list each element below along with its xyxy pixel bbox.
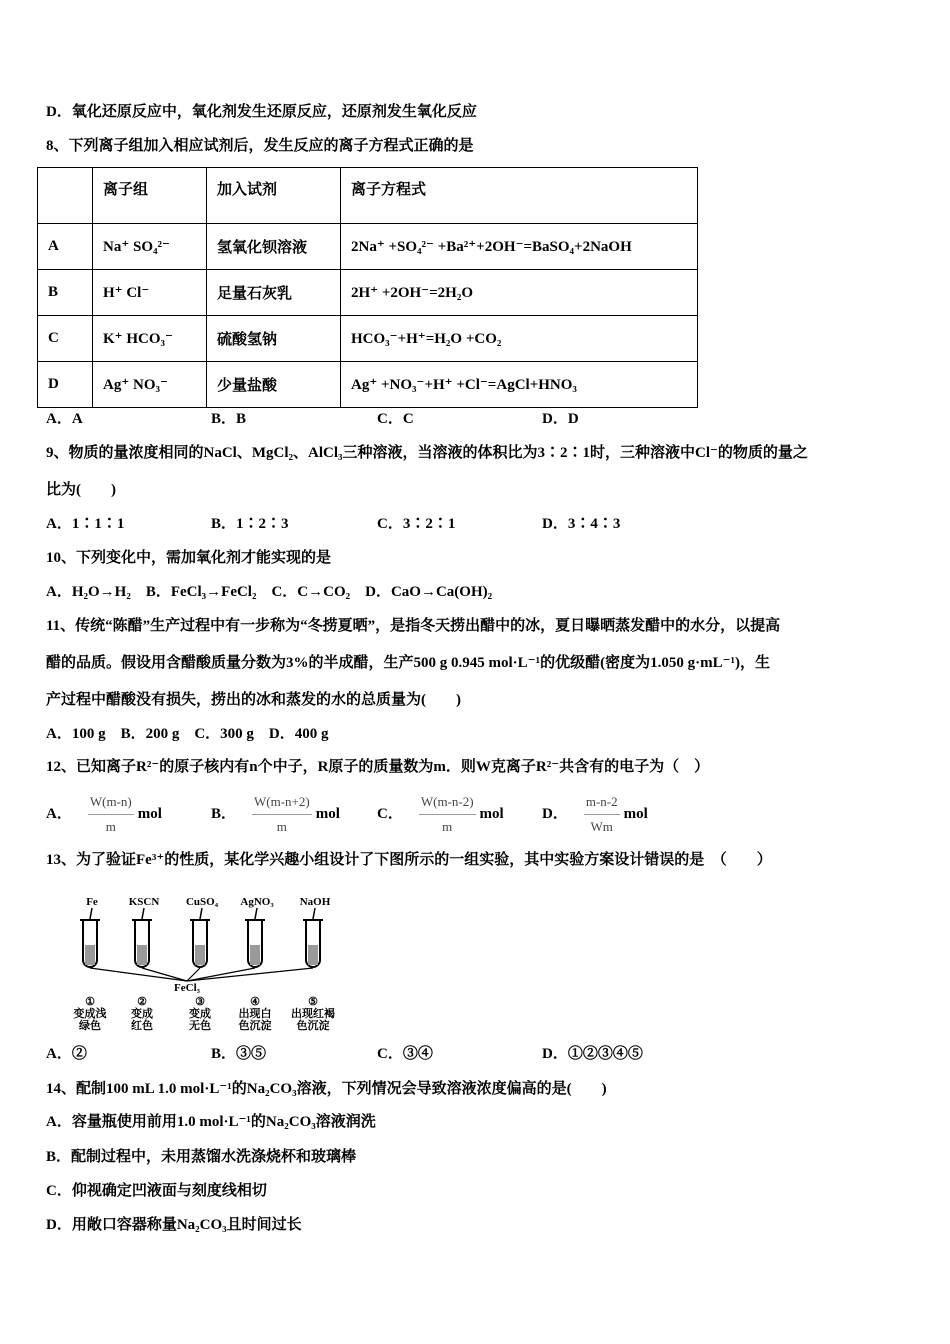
ions-cell: Na⁺ SO₄²⁻ xyxy=(93,224,207,270)
result-line1: 变成 xyxy=(131,1008,153,1020)
ions-cell: K⁺ HCO₃⁻ xyxy=(93,316,207,362)
q13-stem: 13、为了验证Fe³⁺的性质，某化学兴趣小组设计了下图所示的一组实验，其中实验方案设计错误的是 （ ） xyxy=(46,852,772,868)
table-row xyxy=(38,270,698,316)
unit: mol xyxy=(137,805,162,822)
equation-cell: HCO₃⁻+H⁺=H₂O +CO₂ xyxy=(341,316,698,362)
arrow-icon xyxy=(142,908,144,919)
q11-stem-line1: 11、传统“陈醋”生产过程中有一步称为“冬捞夏晒”，是指冬天捞出醋中的冰，夏日曝晒蒸发醋中的水分，以提高 xyxy=(46,618,781,634)
step-number: ① xyxy=(85,996,95,1008)
reagent-cell: 少量盐酸 xyxy=(207,362,341,408)
q11-stem-line3: 产过程中醋酸没有损失，捞出的冰和蒸发的水的总质量为( ) xyxy=(46,692,461,708)
reagent-label: CuSO₄ xyxy=(185,896,219,908)
unit: mol xyxy=(479,805,504,822)
solution-fill xyxy=(85,945,95,965)
q10-stem: 10、下列变化中，需加氧化剂才能实现的是 xyxy=(46,550,332,566)
arrow-icon xyxy=(255,908,257,919)
table-row xyxy=(38,316,698,362)
result-line1: 出现白 xyxy=(238,1008,272,1020)
result-line1: 出现红褐 xyxy=(291,1008,335,1020)
q9-option-c: C．3∶2∶1 xyxy=(377,516,456,532)
arrow-icon xyxy=(313,908,315,919)
q12-option-a xyxy=(46,792,162,837)
unit: mol xyxy=(315,805,340,822)
arrow-icon xyxy=(200,908,202,919)
header-cell: 加入试剂 xyxy=(207,168,341,224)
result-line2: 无色 xyxy=(189,1020,211,1032)
numerator: W(m-n+2) xyxy=(252,792,312,815)
ions-cell: H⁺ Cl⁻ xyxy=(93,270,207,316)
q14-option-c: C．仰视确定凹液面与刻度线相切 xyxy=(46,1183,267,1199)
fraction xyxy=(419,792,476,837)
q9-option-b: B．1∶2∶3 xyxy=(211,516,289,532)
option-label: B． xyxy=(211,805,237,822)
solution-fill xyxy=(250,945,260,965)
q11-stem-line2: 醋的品质。假设用含醋酸质量分数为3%的半成醋，生产500 g 0.945 mol·L⁻¹的优级醋(密度为1.050 g·mL⁻¹)，生 xyxy=(46,655,770,671)
ions-cell: Ag⁺ NO₃⁻ xyxy=(93,362,207,408)
equation-cell: 2H⁺ +2OH⁻=2H₂O xyxy=(341,270,698,316)
fraction xyxy=(252,792,312,837)
result-line2: 色沉淀 xyxy=(296,1020,330,1032)
q9-stem-line2: 比为( ) xyxy=(46,482,116,498)
connector-line xyxy=(90,968,187,981)
q13-option-a: A．② xyxy=(46,1046,87,1062)
step-number: ④ xyxy=(250,996,260,1008)
arrow-icon xyxy=(90,908,92,919)
reagent-cell: 足量石灰乳 xyxy=(207,270,341,316)
reagent-cell: 氢氧化钡溶液 xyxy=(207,224,341,270)
fraction xyxy=(88,792,134,837)
equation-cell: Ag⁺ +NO₃⁻+H⁺ +Cl⁻=AgCl+HNO₃ xyxy=(341,362,698,408)
q8-option-a: A．A xyxy=(46,411,83,427)
q8-table xyxy=(37,167,698,408)
connector-line xyxy=(142,968,187,981)
equation-cell: 2Na⁺ +SO₄²⁻ +Ba²⁺+2OH⁻=BaSO₄+2NaOH xyxy=(341,224,698,270)
row-label: B xyxy=(38,270,93,316)
q14-option-b: B．配制过程中，未用蒸馏水洗涤烧杯和玻璃棒 xyxy=(46,1149,357,1165)
header-cell: 离子组 xyxy=(93,168,207,224)
row-label: D xyxy=(38,362,93,408)
q13-option-d: D．①②③④⑤ xyxy=(542,1046,643,1062)
solution-fill xyxy=(195,945,205,965)
q14-option-d: D．用敞口容器称量Na₂CO₃且时间过长 xyxy=(46,1217,302,1233)
solution-fill xyxy=(308,945,318,965)
q9-option-a: A．1∶1∶1 xyxy=(46,516,125,532)
q12-option-b xyxy=(211,792,340,837)
result-line2: 绿色 xyxy=(79,1020,101,1032)
fraction xyxy=(584,792,620,837)
q9-option-d: D．3∶4∶3 xyxy=(542,516,621,532)
option-label: C． xyxy=(377,805,403,822)
unit: mol xyxy=(623,805,648,822)
q8-stem: 8、下列离子组加入相应试剂后，发生反应的离子方程式正确的是 xyxy=(46,138,474,154)
denominator: m xyxy=(276,819,287,834)
row-label: C xyxy=(38,316,93,362)
table-row xyxy=(38,224,698,270)
header-cell: 离子方程式 xyxy=(341,168,698,224)
fecl3-label: FeCl₃ xyxy=(174,982,200,994)
q14-option-a: A．容量瓶使用前用1.0 mol·L⁻¹的Na₂CO₃溶液润洗 xyxy=(46,1114,376,1130)
reagent-label: Fe xyxy=(86,896,98,908)
denominator: m xyxy=(442,819,453,834)
header-cell xyxy=(38,168,93,224)
q12-option-d xyxy=(542,792,648,837)
numerator: W(m-n-2) xyxy=(419,792,476,815)
q10-options: A．H₂O→H₂ B．FeCl₃→FeCl₂ C．C→CO₂ D．CaO→Ca(OH)₂ xyxy=(46,584,493,600)
q12-option-c xyxy=(377,792,504,837)
step-number: ⑤ xyxy=(308,996,318,1008)
result-line1: 变成浅 xyxy=(73,1008,107,1020)
option-label: D． xyxy=(542,805,568,822)
reagent-label: AgNO₃ xyxy=(240,896,274,908)
q7-option-d: D．氧化还原反应中，氧化剂发生还原反应，还原剂发生氧化反应 xyxy=(46,104,477,120)
q13-option-c: C．③④ xyxy=(377,1046,433,1062)
denominator: Wm xyxy=(590,819,613,834)
q13-option-b: B．③⑤ xyxy=(211,1046,267,1062)
numerator: W(m-n) xyxy=(88,792,134,815)
q14-stem: 14、配制100 mL 1.0 mol·L⁻¹的Na₂CO₃溶液，下列情况会导致溶液浓度偏高的是( ) xyxy=(46,1081,607,1097)
q8-option-d: D．D xyxy=(542,411,579,427)
q12-stem: 12、已知离子R²⁻的原子核内有n个中子，R原子的质量数为m．则W克离子R²⁻共含有的电子为（ ） xyxy=(46,759,710,775)
reagent-cell: 硫酸氢钠 xyxy=(207,316,341,362)
q9-stem-line1: 9、物质的量浓度相同的NaCl、MgCl₂、AlCl₃三种溶液，当溶液的体积比为3∶2∶1时，三种溶液中Cl⁻的物质的量之 xyxy=(46,445,808,461)
experiment-diagram xyxy=(52,893,352,1033)
reagent-label: NaOH xyxy=(299,896,331,908)
q8-option-c: C．C xyxy=(377,411,414,427)
option-label: A． xyxy=(46,805,72,822)
result-line2: 色沉淀 xyxy=(238,1020,272,1032)
table-header-row xyxy=(38,168,698,224)
q8-option-b: B．B xyxy=(211,411,247,427)
reagent-label: KSCN xyxy=(128,896,160,908)
row-label: A xyxy=(38,224,93,270)
result-line1: 变成 xyxy=(189,1008,211,1020)
step-number: ② xyxy=(137,996,147,1008)
q11-options: A．100 g B．200 g C．300 g D．400 g xyxy=(46,726,329,742)
connector-line xyxy=(187,968,313,981)
result-line2: 红色 xyxy=(131,1020,153,1032)
denominator: m xyxy=(105,819,116,834)
numerator: m-n-2 xyxy=(584,792,620,815)
step-number: ③ xyxy=(195,996,205,1008)
table-row xyxy=(38,362,698,408)
solution-fill xyxy=(137,945,147,965)
